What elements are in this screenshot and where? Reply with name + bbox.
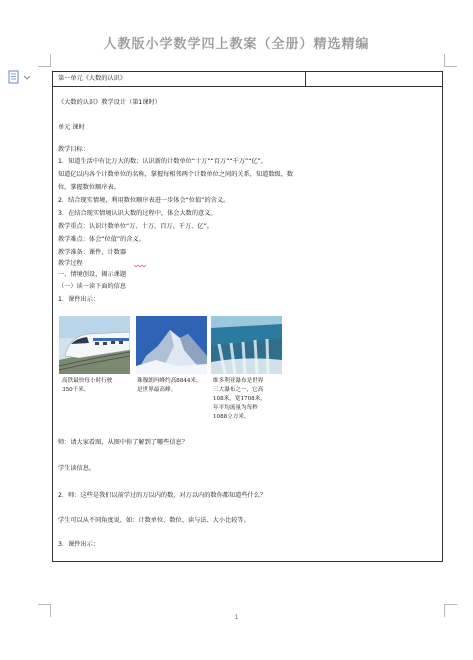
page-number: 1 <box>234 614 239 621</box>
caption-falls-line-4: 年平均流量为每秒 <box>213 405 258 411</box>
objective-1-cont: 知道亿以内各个计数单位的名称，掌握每相邻两个计数单位之间的关系，知道数级、数 <box>58 171 294 178</box>
objectives-heading: 教学目标： <box>58 146 89 153</box>
caption-train <box>62 377 112 395</box>
section-1-heading: 一、情境创设，揭示课题 <box>58 271 127 278</box>
objective-2: 2．结合现实情境，利用数位顺序表进一步体会“位值”的含义。 <box>58 197 230 204</box>
caption-everest-line-2: 是世界最高峰。 <box>137 387 177 393</box>
document-icon[interactable] <box>8 70 32 86</box>
unit-period: 单元 课时 <box>58 124 85 131</box>
document-header-title: 人教版小学数学四上教案（全册）精选精编 <box>103 37 370 52</box>
difficult-point: 教学难点：体会“位值”的含义。 <box>58 236 145 243</box>
lesson-title: 《大数的认识》教学设计（第1课时） <box>58 99 161 106</box>
key-point: 教学重点：认识计数单位“万、十万、百万、千万、亿”。 <box>58 223 213 230</box>
student-read: 学生读信息。 <box>58 465 96 472</box>
mount-everest-image <box>136 316 207 374</box>
waterfall-image <box>211 316 282 374</box>
caption-everest <box>137 377 202 395</box>
caption-falls-line-3: 108米，宽1708米， <box>213 396 266 402</box>
teacher-question-1: 师：请大家看图，从图中你了解到了哪些信息？ <box>58 439 188 446</box>
crop-mark-top-left <box>38 54 51 67</box>
objective-3: 3．在结合现实情境认识大数的过程中，体会大数的意义。 <box>58 210 217 217</box>
table-header-divider <box>305 72 306 86</box>
caption-falls <box>213 377 266 422</box>
caption-train-line-1: 高铁最快每小时行驶 <box>62 378 113 384</box>
objective-1: 1．知道生活中有比万大的数；认识新的计数单位“十万”“百万”“千万”“亿”， <box>58 158 268 165</box>
teaching-prep: 教学准备：课件、计数器 <box>58 249 127 256</box>
student-answer: 学生可以从不同角度说，如：计数单位、数位、读与法、大小比较等。 <box>58 517 250 524</box>
objective-1-end: 位，掌握数位顺序表。 <box>58 184 120 191</box>
high-speed-train-image <box>59 316 130 374</box>
courseware-3: 3．课件出示： <box>58 541 100 548</box>
caption-falls-line-2: 三大瀑布之一，它高 <box>213 387 264 393</box>
table-right-border <box>442 86 443 561</box>
courseware-1: 1．课件出示： <box>58 296 100 303</box>
process-heading: 教学过程 <box>58 260 83 267</box>
subsection-1: （一）读一读下面的信息 <box>58 283 127 290</box>
crop-mark-top-right <box>444 54 457 67</box>
squiggle-mark <box>134 264 148 268</box>
caption-everest-line-1: 珠穆朗玛峰约高8844米， <box>137 378 202 384</box>
caption-falls-line-1: 维多利亚瀑布是世界 <box>213 378 264 384</box>
caption-falls-line-5: 1088立方米。 <box>213 414 250 420</box>
teacher-question-2: 2．师：这些是我们以前学过的万以内的数，对万以内的数你都知道些什么？ <box>58 492 267 499</box>
unit-title: 第一单元《大数的认识》 <box>58 75 127 82</box>
caption-train-line-2: 350千米。 <box>62 387 90 393</box>
